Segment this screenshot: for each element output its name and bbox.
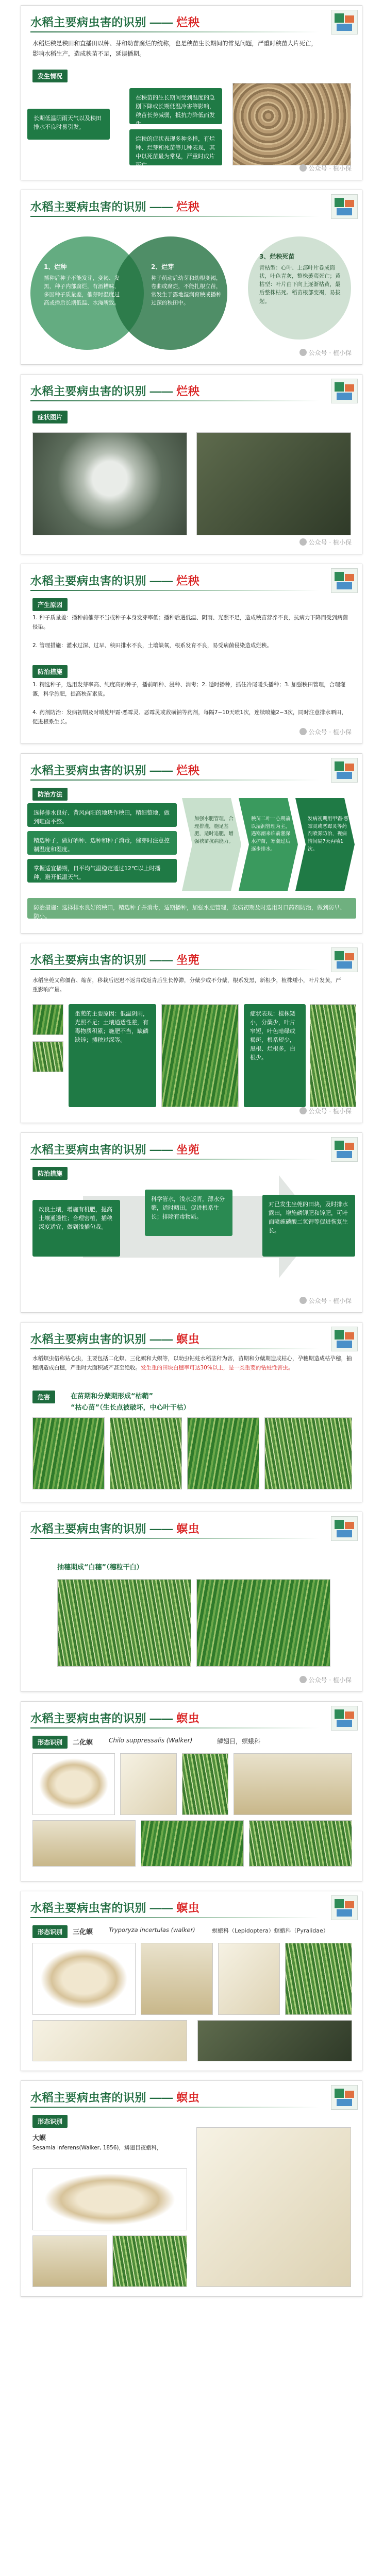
adult-moth-photo bbox=[32, 1943, 136, 2015]
wechat-icon bbox=[299, 1297, 307, 1304]
adult-moth-photo bbox=[32, 1753, 115, 1815]
brand-logo bbox=[331, 1706, 358, 1731]
illustration-plate bbox=[196, 2127, 351, 2287]
title-underline bbox=[30, 969, 319, 970]
chevron-text-2: 秧苗二叶一心期前以湿润管理为主，遇寒潮来临前灌深水护苗，寒潮过后逐步排水。 bbox=[251, 816, 291, 852]
brand-logo bbox=[331, 379, 358, 403]
watermark: 公众号 · 植小保 bbox=[299, 727, 352, 736]
damage-caption-1: 在苗期和分蘖期形成“枯鞘” bbox=[71, 1393, 154, 1400]
species-name: 二化螟 bbox=[73, 1739, 93, 1747]
summary-band: 防治措施：选择排水良好的秧田，精选种子并消毒，适期播种，加强水肥管理，发病初期及时选用对口药剂防治，做到防早、防小。 bbox=[27, 898, 356, 919]
control-text-2: 4. 药剂防治：发病初期及时喷施甲霜·恶霉灵、恶霉灵或敌磺钠等药剂，每隔7~10天喷1次，连续喷施2~3次，同时注意排水晒田，促进根系生长。 bbox=[32, 709, 347, 725]
larva-photo-2 bbox=[112, 2235, 187, 2287]
taxonomy: 鳞翅目，螟蛾科 bbox=[217, 1738, 261, 1745]
adult-moth-photo bbox=[32, 2168, 187, 2230]
watermark: 公众号 · 植小保 bbox=[299, 1675, 352, 1684]
wechat-icon bbox=[299, 164, 307, 172]
type-3-text: 3、烂秧死苗 青枯型：心叶、上部叶片卷成筒状，叶色青灰，整株萎蔫死亡；黄枯型：叶片由下向上逐渐枯黄，最后整株枯死。稻苗根部变褐，易拔起。 bbox=[259, 253, 341, 304]
control-box-mid: 科学管水，浅水返青，薄水分蘖，适时晒田，促进根系生长；排除有毒物质。 bbox=[145, 1190, 232, 1236]
brand-logo bbox=[331, 2085, 358, 2110]
brand-logo bbox=[331, 194, 358, 219]
whitehead-photo-2 bbox=[196, 1579, 330, 1667]
slide-title: 水稻主要病虫害的识别 —— 烂秧 bbox=[30, 764, 200, 777]
control-box-right: 对已发生坐蔸的田块，及时排水露田，增施磷钾肥和锌肥，可叶面喷施磷酸二氢钾等促进恢复生长。 bbox=[262, 1195, 355, 1257]
species-name: 三化螟 bbox=[73, 1928, 93, 1936]
symptom-photo-1 bbox=[161, 1004, 239, 1107]
species-info bbox=[32, 2144, 187, 2153]
brand-logo bbox=[331, 947, 358, 972]
slide-title: 水稻主要病虫害的识别 —— 烂秧 bbox=[30, 200, 200, 213]
symptom-photo-1 bbox=[32, 432, 187, 535]
section-tag: 危害 bbox=[32, 1391, 55, 1403]
slide-title: 水稻主要病虫害的识别 —— 螟虫 bbox=[30, 2091, 200, 2104]
slide-striped-stem-borer bbox=[21, 1701, 362, 1882]
highlight-text: 发生重的田块白穗率可达30%以上，是一类重要的钻蛀性害虫。 bbox=[141, 1364, 294, 1371]
section-tag: 形态识别 bbox=[32, 1925, 68, 1938]
latin-name: Tryporyza incertulas (walker) bbox=[109, 1926, 195, 1934]
taxonomy: ，鳞翅目夜蛾科， bbox=[119, 2145, 162, 2151]
title-underline bbox=[30, 1159, 319, 1160]
thumb-photo-1 bbox=[32, 1004, 63, 1035]
intro-text: 水稻螟虫俗称钻心虫，主要包括二化螟、三化螟和大螟等，以幼虫钻蛀水稻茎秆为害，苗期和分蘖期造成枯心，孕穗期造成枯孕穗，抽穗期造成白穗，严重时大面积减产甚至绝收。发生重的田块白穗率可达30%以上，是一类重要的钻蛀性害虫。 bbox=[32, 1355, 352, 1371]
type-1-text: 1、烂种 播种后种子不能发芽，变褐、发黑，种子内部腐烂，有酒糟味，多因种子质量差，催芽时温度过高或播后长期低温、水淹所致。 bbox=[44, 263, 120, 307]
symptom-box: 症状表现：植株矮小，分蘖少，叶片窄短，叶色暗绿或褐斑，根系短少，黑根、烂根多，白根少。 bbox=[244, 1004, 306, 1107]
damage-caption-2: “枯心苗”（生长点被破坏，中心叶干枯） bbox=[71, 1404, 190, 1412]
wechat-icon bbox=[299, 728, 307, 735]
section-tag-control: 防治措施 bbox=[32, 665, 68, 678]
cause-box-a: 在秧苗的生长期间受到温度的急剧下降或长期低温冷害等影响，秧苗长势减弱，抵抗力降低而发生。 bbox=[129, 88, 222, 124]
brand-logo bbox=[331, 1516, 358, 1541]
symptom-photo-2 bbox=[310, 1004, 356, 1107]
slide-title: 水稻主要病虫害的识别 —— 螟虫 bbox=[30, 1522, 200, 1535]
section-tag: 防治措施 bbox=[32, 1167, 68, 1180]
section-tag-cause: 产生原因 bbox=[32, 598, 68, 611]
title-underline bbox=[30, 779, 319, 781]
larva-photo-2 bbox=[141, 1820, 244, 1867]
whitehead-caption: 抽穗期成“白穗”（穗粒干白） bbox=[57, 1564, 143, 1571]
section-tag: 形态识别 bbox=[32, 2115, 68, 2128]
title-underline bbox=[30, 400, 319, 401]
plant-photo bbox=[182, 1753, 228, 1815]
intro-text: 水稻烂秧是秧田和直播田以种、芽和幼苗腐烂的统称，也是秧苗生长期间的常见问题，严重时秧苗大片死亡，影响水稻生产，造成秧苗不足，延误播期。 bbox=[32, 40, 317, 57]
wechat-icon bbox=[299, 1107, 307, 1114]
control-text-1: 1. 精选种子，选用发芽率高、纯度高的种子，播前晒种、浸种、消毒；2. 适时播种，抓住冷尾暖头播种；3. 加强秧田管理，合理灌溉，科学施肥，提高秧苗素质。 bbox=[32, 682, 346, 697]
slide-rotting-seedling-control bbox=[21, 753, 362, 934]
slide-stem-borer-intro bbox=[21, 1322, 362, 1502]
wechat-icon bbox=[299, 349, 307, 356]
watermark: 公众号 · 植小保 bbox=[299, 164, 352, 173]
intro-text: 水稻坐蔸又称僵苗、缩苗，移栽后迟迟不返青或返青后生长停滞，分蘖少或不分蘖，根系发黑，新根少，植株矮小，叶片发黄，严重影响产量。 bbox=[32, 977, 341, 993]
damage-photo-2 bbox=[110, 1417, 182, 1489]
slide-yellow-stem-borer bbox=[21, 1891, 362, 2071]
cause-text-1: 1. 种子质量差：播种前催芽不当或种子本身发芽率低；播种后遇低温、阴雨、光照不足，造成秧苗营养不良，抗病力下降而受到病菌侵染。 bbox=[32, 615, 348, 630]
slide-stunting-intro bbox=[21, 943, 362, 1123]
control-box-1: 选择排水良好、背风向阳的地块作秧田，精细整地，做到畦面平整。 bbox=[27, 803, 177, 827]
section-tag: 发生情况 bbox=[32, 70, 68, 82]
brand-logo bbox=[331, 568, 358, 593]
title-underline bbox=[30, 590, 319, 591]
slide-title: 水稻主要病虫害的识别 —— 坐蔸 bbox=[30, 954, 200, 967]
section-tag: 症状图片 bbox=[32, 411, 68, 423]
control-box-2: 精选种子，做好晒种、选种和种子消毒，催芽时注意控制温度和湿度。 bbox=[27, 831, 177, 855]
plant-photo bbox=[285, 1943, 352, 2015]
cause-text-2: 2. 管理措施：灌水过深、过早、秧田排水不良，土壤缺氧，根系发育不良，易受病菌侵染造成烂秧。 bbox=[32, 642, 272, 649]
species-name: 大螟 bbox=[32, 2134, 46, 2142]
wechat-icon bbox=[299, 1676, 307, 1683]
symptom-photo bbox=[232, 83, 351, 165]
chevron-text-1: 加强水肥管理，合理排灌，施足基肥，适时追肥，增强秧苗抗病能力。 bbox=[194, 816, 234, 845]
title-underline bbox=[30, 1538, 319, 1539]
latin-name: Chilo suppressalis (Walker) bbox=[109, 1737, 193, 1744]
slide-title: 水稻主要病虫害的识别 —— 坐蔸 bbox=[30, 1143, 200, 1156]
slide-title: 水稻主要病虫害的识别 —— 烂秧 bbox=[30, 574, 200, 587]
cause-box-b: 烂秧的症状表现多种多样，有烂种、烂芽和死苗等几种表现，其中以死苗最为常见，严重时成片死亡。 bbox=[129, 129, 222, 165]
chevron-text-3: 发病初期用甲霜·恶霉灵或恶霉灵等药剂喷雾防治，视病情间隔7天再喷1次。 bbox=[308, 816, 349, 852]
slide-title: 水稻主要病虫害的识别 —— 螟虫 bbox=[30, 1902, 200, 1914]
slide-rotting-seedling-photos bbox=[21, 374, 362, 554]
title-underline bbox=[30, 31, 319, 32]
cause-box: 坐蔸的主要原因：低温阴雨，光照不足；土壤通透性差，有毒物质积累；施肥不当，缺磷缺锌；插秧过深等。 bbox=[69, 1004, 156, 1107]
slide-pink-stem-borer bbox=[21, 2080, 362, 2297]
watermark: 公众号 · 植小保 bbox=[299, 348, 352, 357]
title-underline bbox=[30, 2107, 319, 2108]
title-underline bbox=[30, 1917, 319, 1918]
latin-name: Sesamia inferens(Walker, 1856) bbox=[32, 2145, 119, 2151]
larva-photo bbox=[141, 1943, 213, 2015]
whitehead-photo-1 bbox=[57, 1579, 191, 1667]
title-underline bbox=[30, 1348, 319, 1349]
slide-title: 水稻主要病虫害的识别 —— 螟虫 bbox=[30, 1712, 200, 1725]
brand-logo bbox=[331, 1137, 358, 1162]
slide-rotting-seedling-types bbox=[21, 190, 362, 365]
larva-photo-3 bbox=[249, 1820, 352, 1867]
damage-photo-1 bbox=[32, 1417, 105, 1489]
wechat-icon bbox=[299, 538, 307, 546]
moth-diagram bbox=[32, 2020, 187, 2061]
damage-photo-4 bbox=[264, 1417, 352, 1489]
section-tag: 形态识别 bbox=[32, 1736, 68, 1749]
slide-title: 水稻主要病虫害的识别 —— 螟虫 bbox=[30, 1333, 200, 1346]
watermark: 公众号 · 植小保 bbox=[299, 1107, 352, 1115]
brand-logo bbox=[331, 1327, 358, 1351]
section-tag: 防治方法 bbox=[32, 788, 68, 801]
slide-title: 水稻主要病虫害的识别 —— 烂秧 bbox=[30, 16, 200, 29]
control-box-3: 掌握适宜播期，日平均气温稳定通过12℃以上时播种，避开低温天气。 bbox=[27, 859, 177, 883]
larva-photo-1 bbox=[32, 1820, 136, 1867]
pupa-photo bbox=[234, 1753, 352, 1815]
thumb-photo-2 bbox=[32, 1041, 63, 1072]
title-underline bbox=[30, 216, 319, 217]
title-underline bbox=[30, 1727, 319, 1728]
slide-stem-borer-whitehead bbox=[21, 1512, 362, 1692]
egg-mass-photo bbox=[218, 1943, 280, 2015]
cause-box: 长期低温阴雨天气以及秧田排水不良时易引发。 bbox=[27, 109, 110, 140]
brand-logo bbox=[331, 10, 358, 35]
control-box-left: 改良土壤，增施有机肥，提高土壤通透性；合理密植，插秧深度适宜，做到浅插匀栽。 bbox=[32, 1200, 120, 1257]
taxonomy: 螟蛾科（Lepidoptera）螟蛾科（Pyralidae） bbox=[212, 1927, 329, 1934]
symptom-photo-2 bbox=[196, 432, 351, 535]
slide-title: 水稻主要病虫害的识别 —— 烂秧 bbox=[30, 385, 200, 398]
brand-logo bbox=[331, 758, 358, 783]
watermark: 公众号 · 植小保 bbox=[299, 1296, 352, 1305]
slide-rotting-seedling-causes bbox=[21, 564, 362, 744]
type-2-text: 2、烂芽 种子萌动后幼芽和幼根变褐，卷曲或腐烂，不能扎根立苗，常发生于露地湿润育秧或播种过深的秧田中。 bbox=[151, 263, 222, 307]
brand-logo bbox=[331, 1895, 358, 1920]
damage-photo-3 bbox=[187, 1417, 259, 1489]
adult-photo-2 bbox=[197, 2020, 352, 2061]
watermark: 公众号 · 植小保 bbox=[299, 538, 352, 547]
slide-stunting-control bbox=[21, 1132, 362, 1313]
slide-rotting-seedling-intro bbox=[21, 5, 362, 180]
larva-photo-1 bbox=[32, 2235, 107, 2287]
larva-diagram bbox=[120, 1753, 177, 1815]
